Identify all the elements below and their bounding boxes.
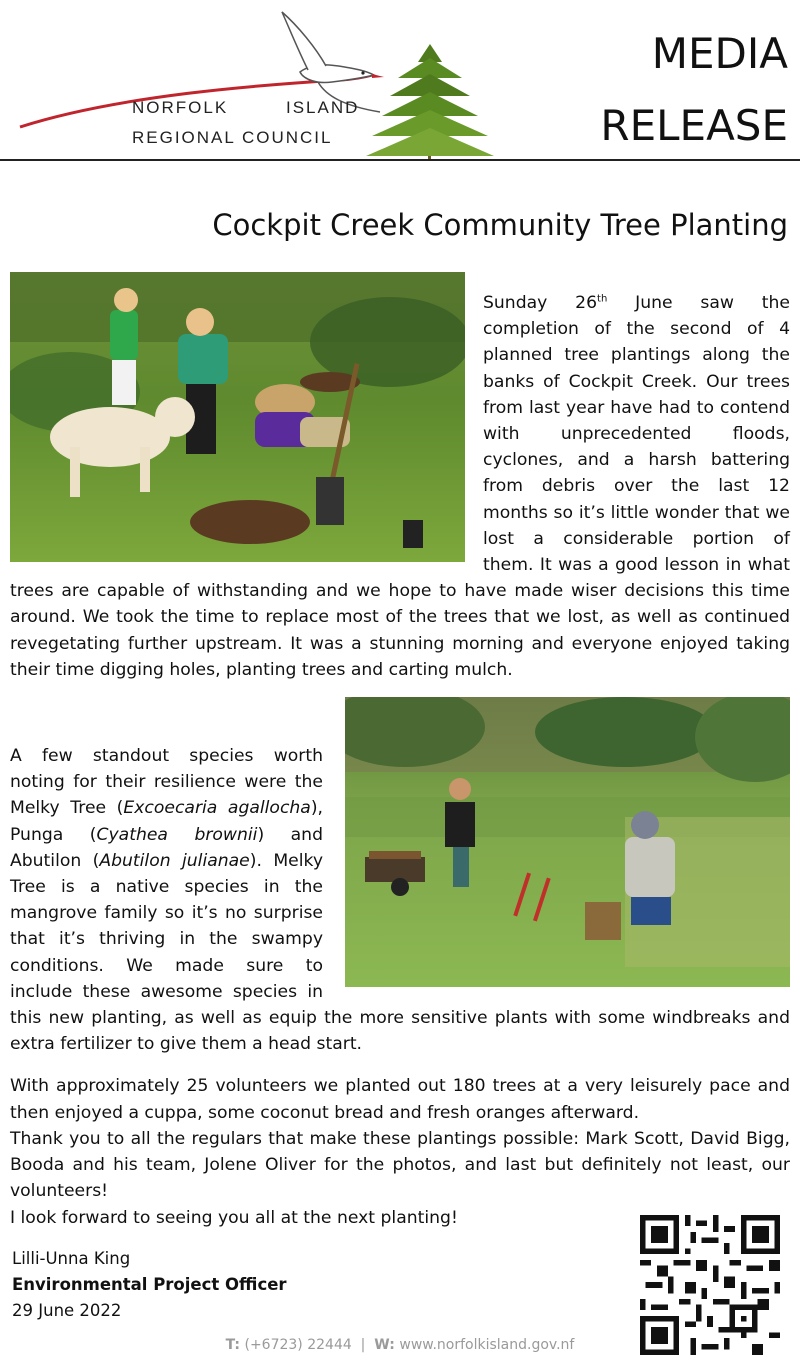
media-release-line1: MEDIA xyxy=(651,29,788,78)
p2-part-a: A few standout species worth noting for their resilience were the Melky Tree ( xyxy=(10,746,323,819)
pine-tree-icon xyxy=(366,44,494,160)
phone-number[interactable]: (+6723) 22444 xyxy=(244,1337,352,1353)
letterhead xyxy=(0,0,800,162)
article-body xyxy=(10,290,790,1231)
media-release-line2: RELEASE xyxy=(600,101,788,151)
logo-text-norfolk: NORFOLK xyxy=(132,98,229,117)
species-excoecaria: Excoecaria agallocha xyxy=(123,798,311,819)
logo-text-island: ISLAND xyxy=(286,98,360,117)
signature-block xyxy=(12,1246,287,1324)
website-label: W: xyxy=(374,1337,395,1353)
p1-rest: June saw the completion of the second of 4 planned tree plantings along the banks of Cockpit Creek. Our trees from last year have had to contend with unprecedented floods, cyclones, and a harsh battering from debris over the last 12 months so it’s little wonder that we lost a considerable portion of them. It was a good lesson in what trees are capable of withstanding and we hope to have made wiser decisions this time around. We took the time to replace most of the trees that we lost, as well as continued revegetating further upstream. It was a stunning morning and everyone enjoyed taking their time digging holes, planting trees and carting mulch. xyxy=(10,293,790,680)
qr-code[interactable] xyxy=(640,1215,780,1355)
species-cyathea: Cyathea brownii xyxy=(96,824,258,845)
p2-part-d: ). Melky Tree is a native species in the mangrove family so it’s no surprise that it’s thriving in the swampy conditions. We made sure to include these awesome species in this new planting, as well as equip the more sensitive plants with some windbreaks and extra fertilizer to give them a head start. xyxy=(10,850,790,1055)
photo-planting-children-dog xyxy=(10,272,465,562)
p2-part-b: ), Punga ( xyxy=(10,798,323,845)
signature-name: Lilli-Unna King xyxy=(12,1249,131,1268)
article-paragraph-5: I look forward to seeing you all at the next planting! xyxy=(10,1207,458,1228)
photo-planting-creek xyxy=(345,697,790,987)
phone-label: T: xyxy=(225,1337,241,1353)
website-link[interactable]: www.norfolkisland.gov.nf xyxy=(399,1337,575,1353)
species-abutilon: Abutilon julianae xyxy=(99,850,250,871)
p2-part-c: ) and Abutilon ( xyxy=(10,824,323,871)
article-paragraph-3: With approximately 25 volunteers we planted out 180 trees at a very leisurely pace and then enjoyed a cuppa, some coconut bread and fresh oranges afterward. xyxy=(10,1076,790,1123)
p1-start: Sunday 26 xyxy=(483,293,598,313)
bird-icon xyxy=(282,12,384,112)
logo-text-regional-council: REGIONAL COUNCIL xyxy=(132,128,333,147)
p1-ordinal-suffix: th xyxy=(597,293,608,305)
footer-separator: | xyxy=(360,1337,366,1353)
signature-date: 29 June 2022 xyxy=(12,1301,122,1320)
media-release-title xyxy=(600,18,788,162)
contact-footer xyxy=(0,1337,800,1353)
article-headline: Cockpit Creek Community Tree Planting xyxy=(212,208,788,242)
signature-title: Environmental Project Officer xyxy=(12,1275,287,1294)
header-divider xyxy=(0,159,800,161)
article-paragraph-4: Thank you to all the regulars that make these plantings possible: Mark Scott, David Bigg, Booda and his team, Jolene Oliver for the photos, and last but definitely not least, our volunteers! xyxy=(10,1128,790,1202)
